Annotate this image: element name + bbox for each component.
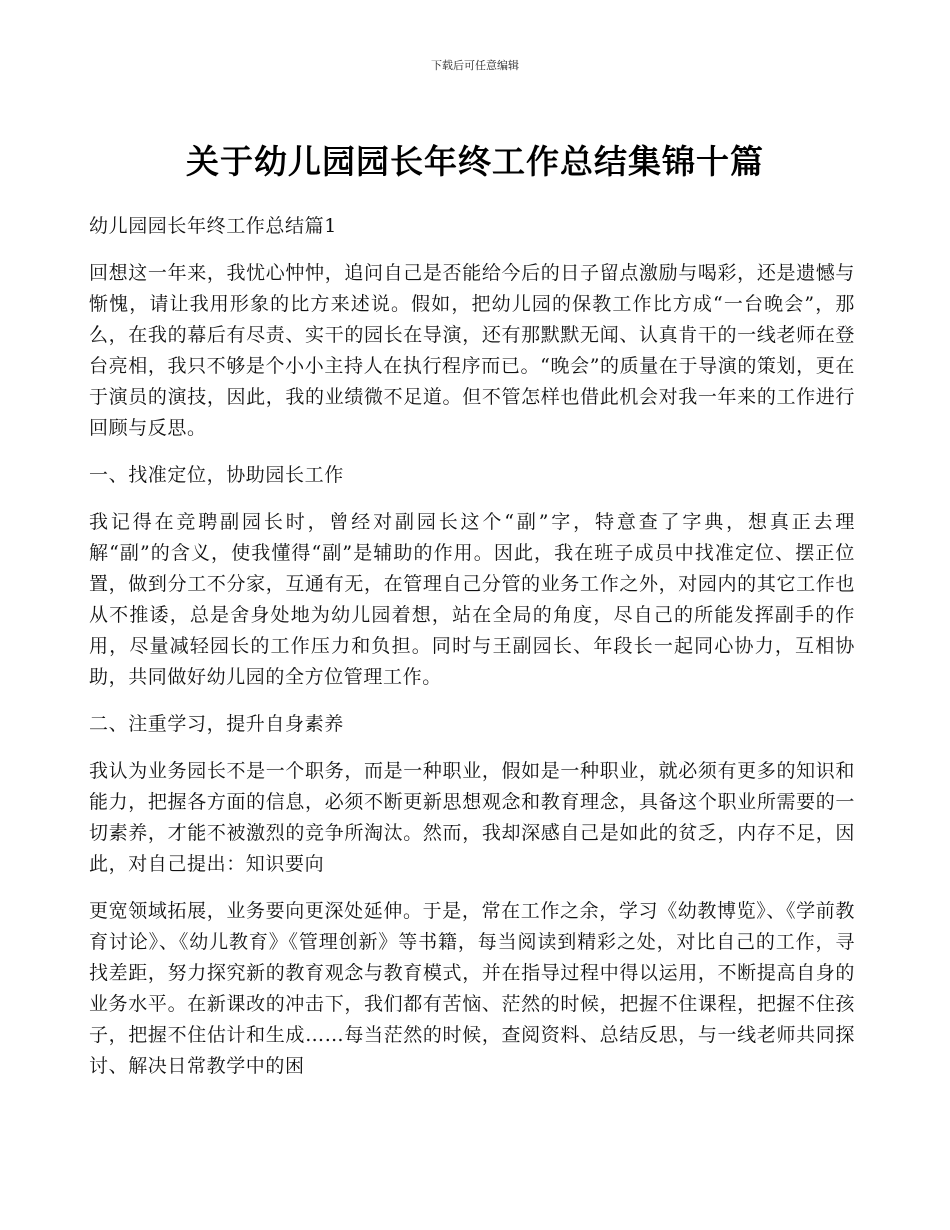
paragraph-intro: 回想这一年来，我忧心忡忡，追问自己是否能给今后的日子留点激励与喝彩，还是遗憾与惭愧，请让我用形象的比方来述说。假如，把幼儿园的保教工作比方成“一台晚会”，那么，在我的幕后有尽责、实干的园长在导演，还有那默默无闻、认真肯干的一线老师在登台亮相，我只不够是个小小主持人在执行程序而已。“晚会”的质量在于导演的策划，更在于演员的演技，因此，我的业绩微不足道。但不管怎样也借此机会对我一年来的工作进行回顾与反思。 [89, 262, 855, 439]
heading-one: 一、找准定位，协助园长工作 [89, 464, 344, 486]
paragraph-two: 我认为业务园长不是一个职务，而是一种职业，假如是一种职业，就必须有更多的知识和能力，把握各方面的信息，必须不断更新思想观念和教育理念，具备这个职业所需要的一切素养，才能不被激烈的竞争所淘汰。然而，我却深感自己是如此的贫乏，内存不足，因此，对自己提出：知识要向 [89, 760, 855, 875]
paragraph-three: 更宽领域拓展，业务要向更深处延伸。于是，常在工作之余，学习《幼教博览》、《学前教育讨论》、《幼儿教育》《管理创新》等书籍，每当阅读到精彩之处，对比自己的工作，寻找差距，努力探究新的教育观念与教育模式，并在指导过程中得以运用，不断提高自身的业务水平。在新课改的冲击下，我们都有苦恼、茫然的时候，把握不住课程，把握不住孩子，把握不住估计和生成……每当茫然的时候，查阅资料、总结反思，与一线老师共同探讨、解决日常教学中的困 [89, 900, 855, 1077]
paragraph-one: 我记得在竞聘副园长时，曾经对副园长这个“副”字，特意查了字典，想真正去理解“副”的含义，使我懂得“副”是辅助的作用。因此，我在班子成员中找准定位、摆正位置，做到分工不分家，互通有无，在管理自己分管的业务工作之外，对园内的其它工作也从不推诿，总是舍身处地为幼儿园着想，站在全局的角度，尽自己的所能发挥副手的作用，尽量减轻园长的工作压力和负担。同时与王副园长、年段长一起同心协力，互相协助，共同做好幼儿园的全方位管理工作。 [89, 511, 855, 688]
header-note: 下载后可任意编辑 [431, 59, 519, 72]
document-body [89, 211, 855, 1098]
document-title: 关于幼儿园园长年终工作总结集锦十篇 [186, 142, 764, 181]
section-title: 幼儿园园长年终工作总结篇1 [89, 215, 337, 237]
heading-two: 二、注重学习，提升自身素养 [89, 713, 344, 735]
